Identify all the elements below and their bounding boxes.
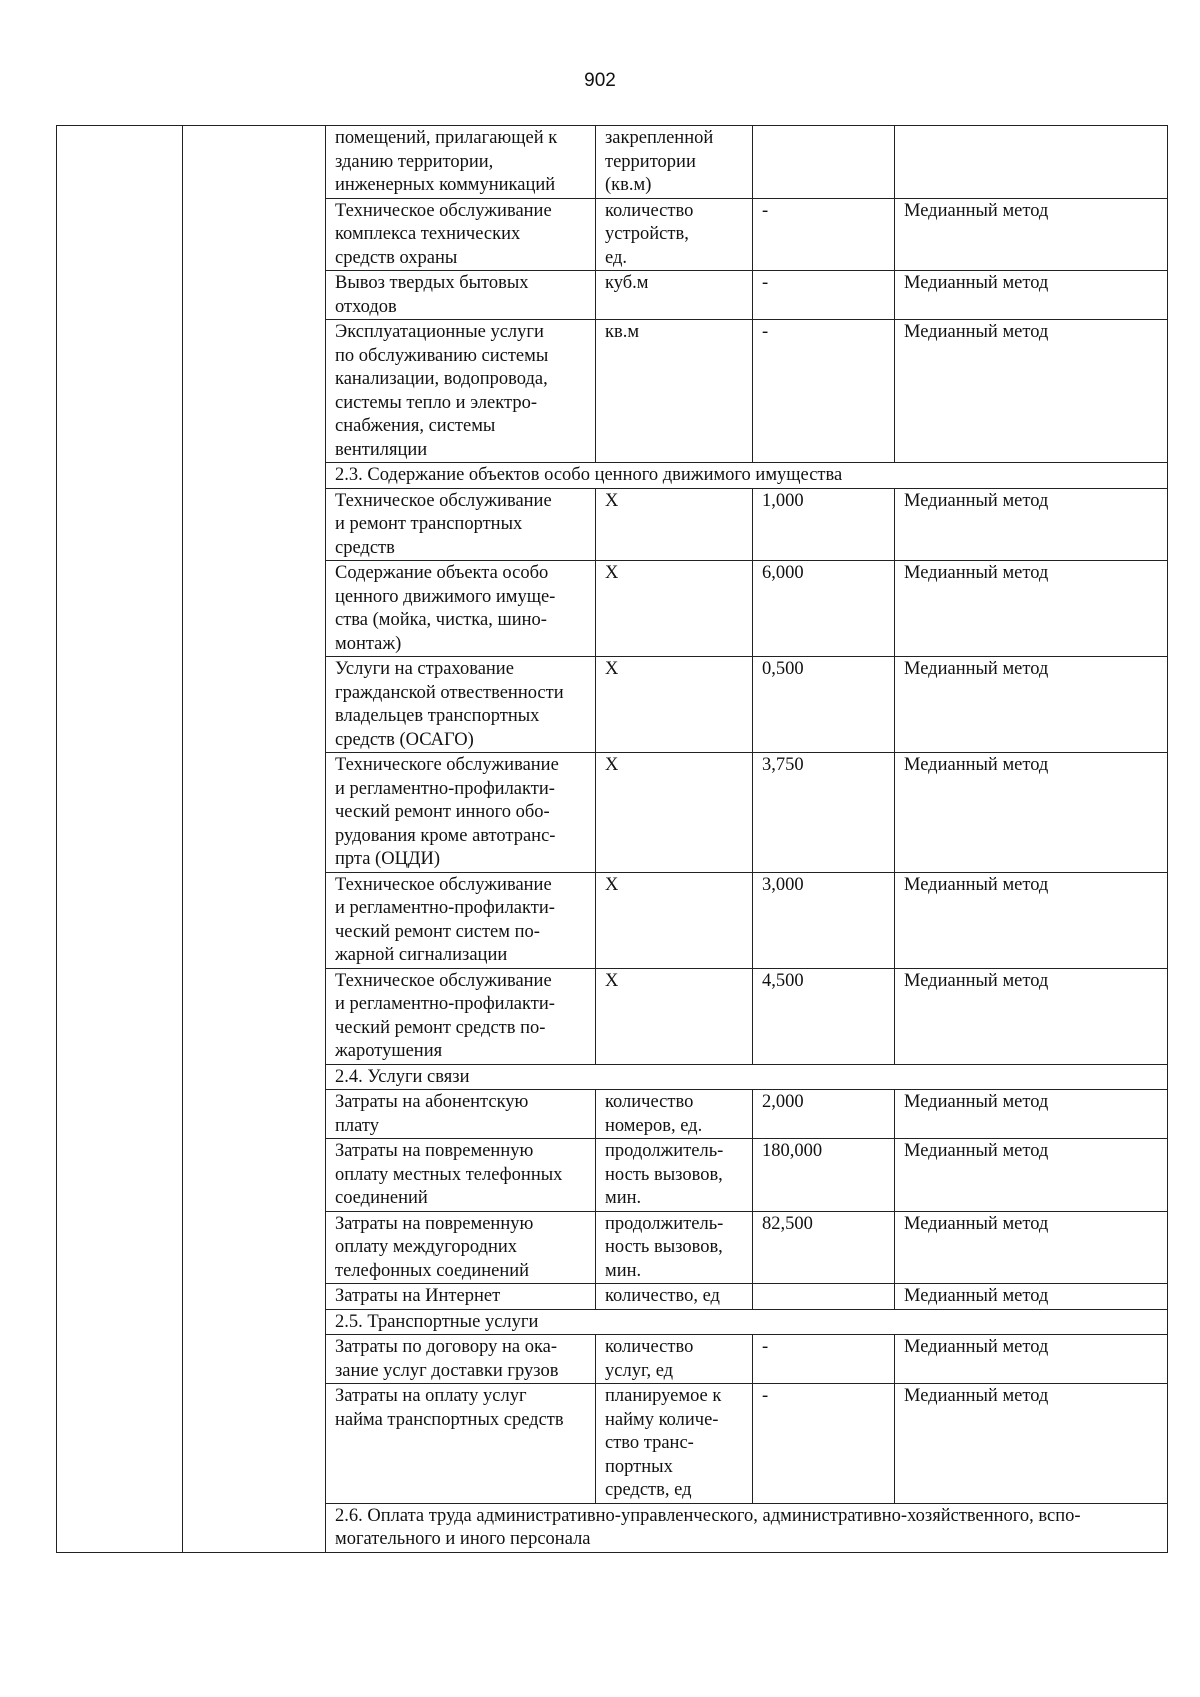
calculation-method: Медианный метод [895,1384,1168,1504]
cost-item-name: Техническое обслуживание и ремонт транспортных средств [326,488,596,561]
unit-of-measure: Х [596,753,753,873]
unit-of-measure: Х [596,968,753,1064]
norm-value: 4,500 [753,968,895,1064]
norm-value: 1,000 [753,488,895,561]
unit-of-measure: Х [596,561,753,657]
unit-of-measure: количество устройств, ед. [596,198,753,271]
norm-value: 3,750 [753,753,895,873]
unit-of-measure: закрепленной территории (кв.м) [596,126,753,199]
cost-item-name: Затраты на оплату услуг найма транспортных средств [326,1384,596,1504]
calculation-method: Медианный метод [895,1139,1168,1212]
section-title: 2.6. Оплата труда административно-управленческого, административно-хозяйственного, вспо- могательного и иного персонала [326,1503,1168,1552]
section-title: 2.3. Содержание объектов особо ценного движимого имущества [326,463,1168,489]
norm-value: - [753,271,895,320]
cost-item-name: Затраты на повременную оплату местных телефонных соединений [326,1139,596,1212]
calculation-method: Медианный метод [895,320,1168,463]
norm-value [753,126,895,199]
calculation-method [895,126,1168,199]
cost-item-name: Вывоз твердых бытовых отходов [326,271,596,320]
unit-of-measure: Х [596,488,753,561]
calculation-method: Медианный метод [895,198,1168,271]
cost-item-name: помещений, прилагающей к зданию территории, инженерных коммуникаций [326,126,596,199]
cost-item-name: Затраты по договору на ока- зание услуг доставки грузов [326,1335,596,1384]
norm-value: 2,000 [753,1090,895,1139]
unit-of-measure: количество услуг, ед [596,1335,753,1384]
calculation-method: Медианный метод [895,271,1168,320]
cost-item-name: Техническое обслуживание и регламентно-профилакти- ческий ремонт средств по- жаротушения [326,968,596,1064]
cost-item-name: Техническое обслуживание и регламентно-профилакти- ческий ремонт систем по- жарной сигнализации [326,872,596,968]
norm-value: - [753,1384,895,1504]
calculation-method: Медианный метод [895,968,1168,1064]
calculation-method: Медианный метод [895,872,1168,968]
cost-item-name: Услуги на страхование гражданской отвественности владельцев транспортных средств (ОСАГО) [326,657,596,753]
norm-value: 6,000 [753,561,895,657]
unit-of-measure: Х [596,872,753,968]
empty-column-1 [57,126,183,1553]
section-title: 2.5. Транспортные услуги [326,1309,1168,1335]
unit-of-measure: куб.м [596,271,753,320]
norm-value: 82,500 [753,1211,895,1284]
unit-of-measure: продолжитель- ность вызовов, мин. [596,1211,753,1284]
unit-of-measure: кв.м [596,320,753,463]
table-row [57,126,1168,199]
unit-of-measure: продолжитель- ность вызовов, мин. [596,1139,753,1212]
unit-of-measure: количество номеров, ед. [596,1090,753,1139]
calculation-method: Медианный метод [895,1211,1168,1284]
cost-item-name: Затраты на абонентскую плату [326,1090,596,1139]
norm-value: 3,000 [753,872,895,968]
norm-value: - [753,1335,895,1384]
norm-value: 180,000 [753,1139,895,1212]
norm-value: - [753,320,895,463]
calculation-method: Медианный метод [895,1284,1168,1310]
section-title: 2.4. Услуги связи [326,1064,1168,1090]
page-number: 902 [584,70,616,91]
calculation-method: Медианный метод [895,561,1168,657]
calculation-method: Медианный метод [895,488,1168,561]
calculation-method: Медианный метод [895,657,1168,753]
cost-table [56,125,1168,1553]
norm-value: - [753,198,895,271]
cost-item-name: Содержание объекта особо ценного движимого имуще- ства (мойка, чистка, шино- монтаж) [326,561,596,657]
empty-column-2 [183,126,326,1553]
unit-of-measure: планируемое к найму количе- ство транс- портных средств, ед [596,1384,753,1504]
norm-value: 0,500 [753,657,895,753]
unit-of-measure: количество, ед [596,1284,753,1310]
cost-item-name: Затраты на повременную оплату междугородних телефонных соединений [326,1211,596,1284]
cost-item-name: Эксплуатационные услуги по обслуживанию системы канализации, водопровода, системы тепло и электро- снабжения, системы вентиляции [326,320,596,463]
table-body [57,126,1168,1553]
unit-of-measure: Х [596,657,753,753]
norm-value [753,1284,895,1310]
cost-item-name: Техническое обслуживание комплекса технических средств охраны [326,198,596,271]
calculation-method: Медианный метод [895,1090,1168,1139]
calculation-method: Медианный метод [895,753,1168,873]
cost-item-name: Техническоге обслуживание и регламентно-профилакти- ческий ремонт инного обо- рудования кроме автотранс- прта (ОЦДИ) [326,753,596,873]
calculation-method: Медианный метод [895,1335,1168,1384]
cost-item-name: Затраты на Интернет [326,1284,596,1310]
